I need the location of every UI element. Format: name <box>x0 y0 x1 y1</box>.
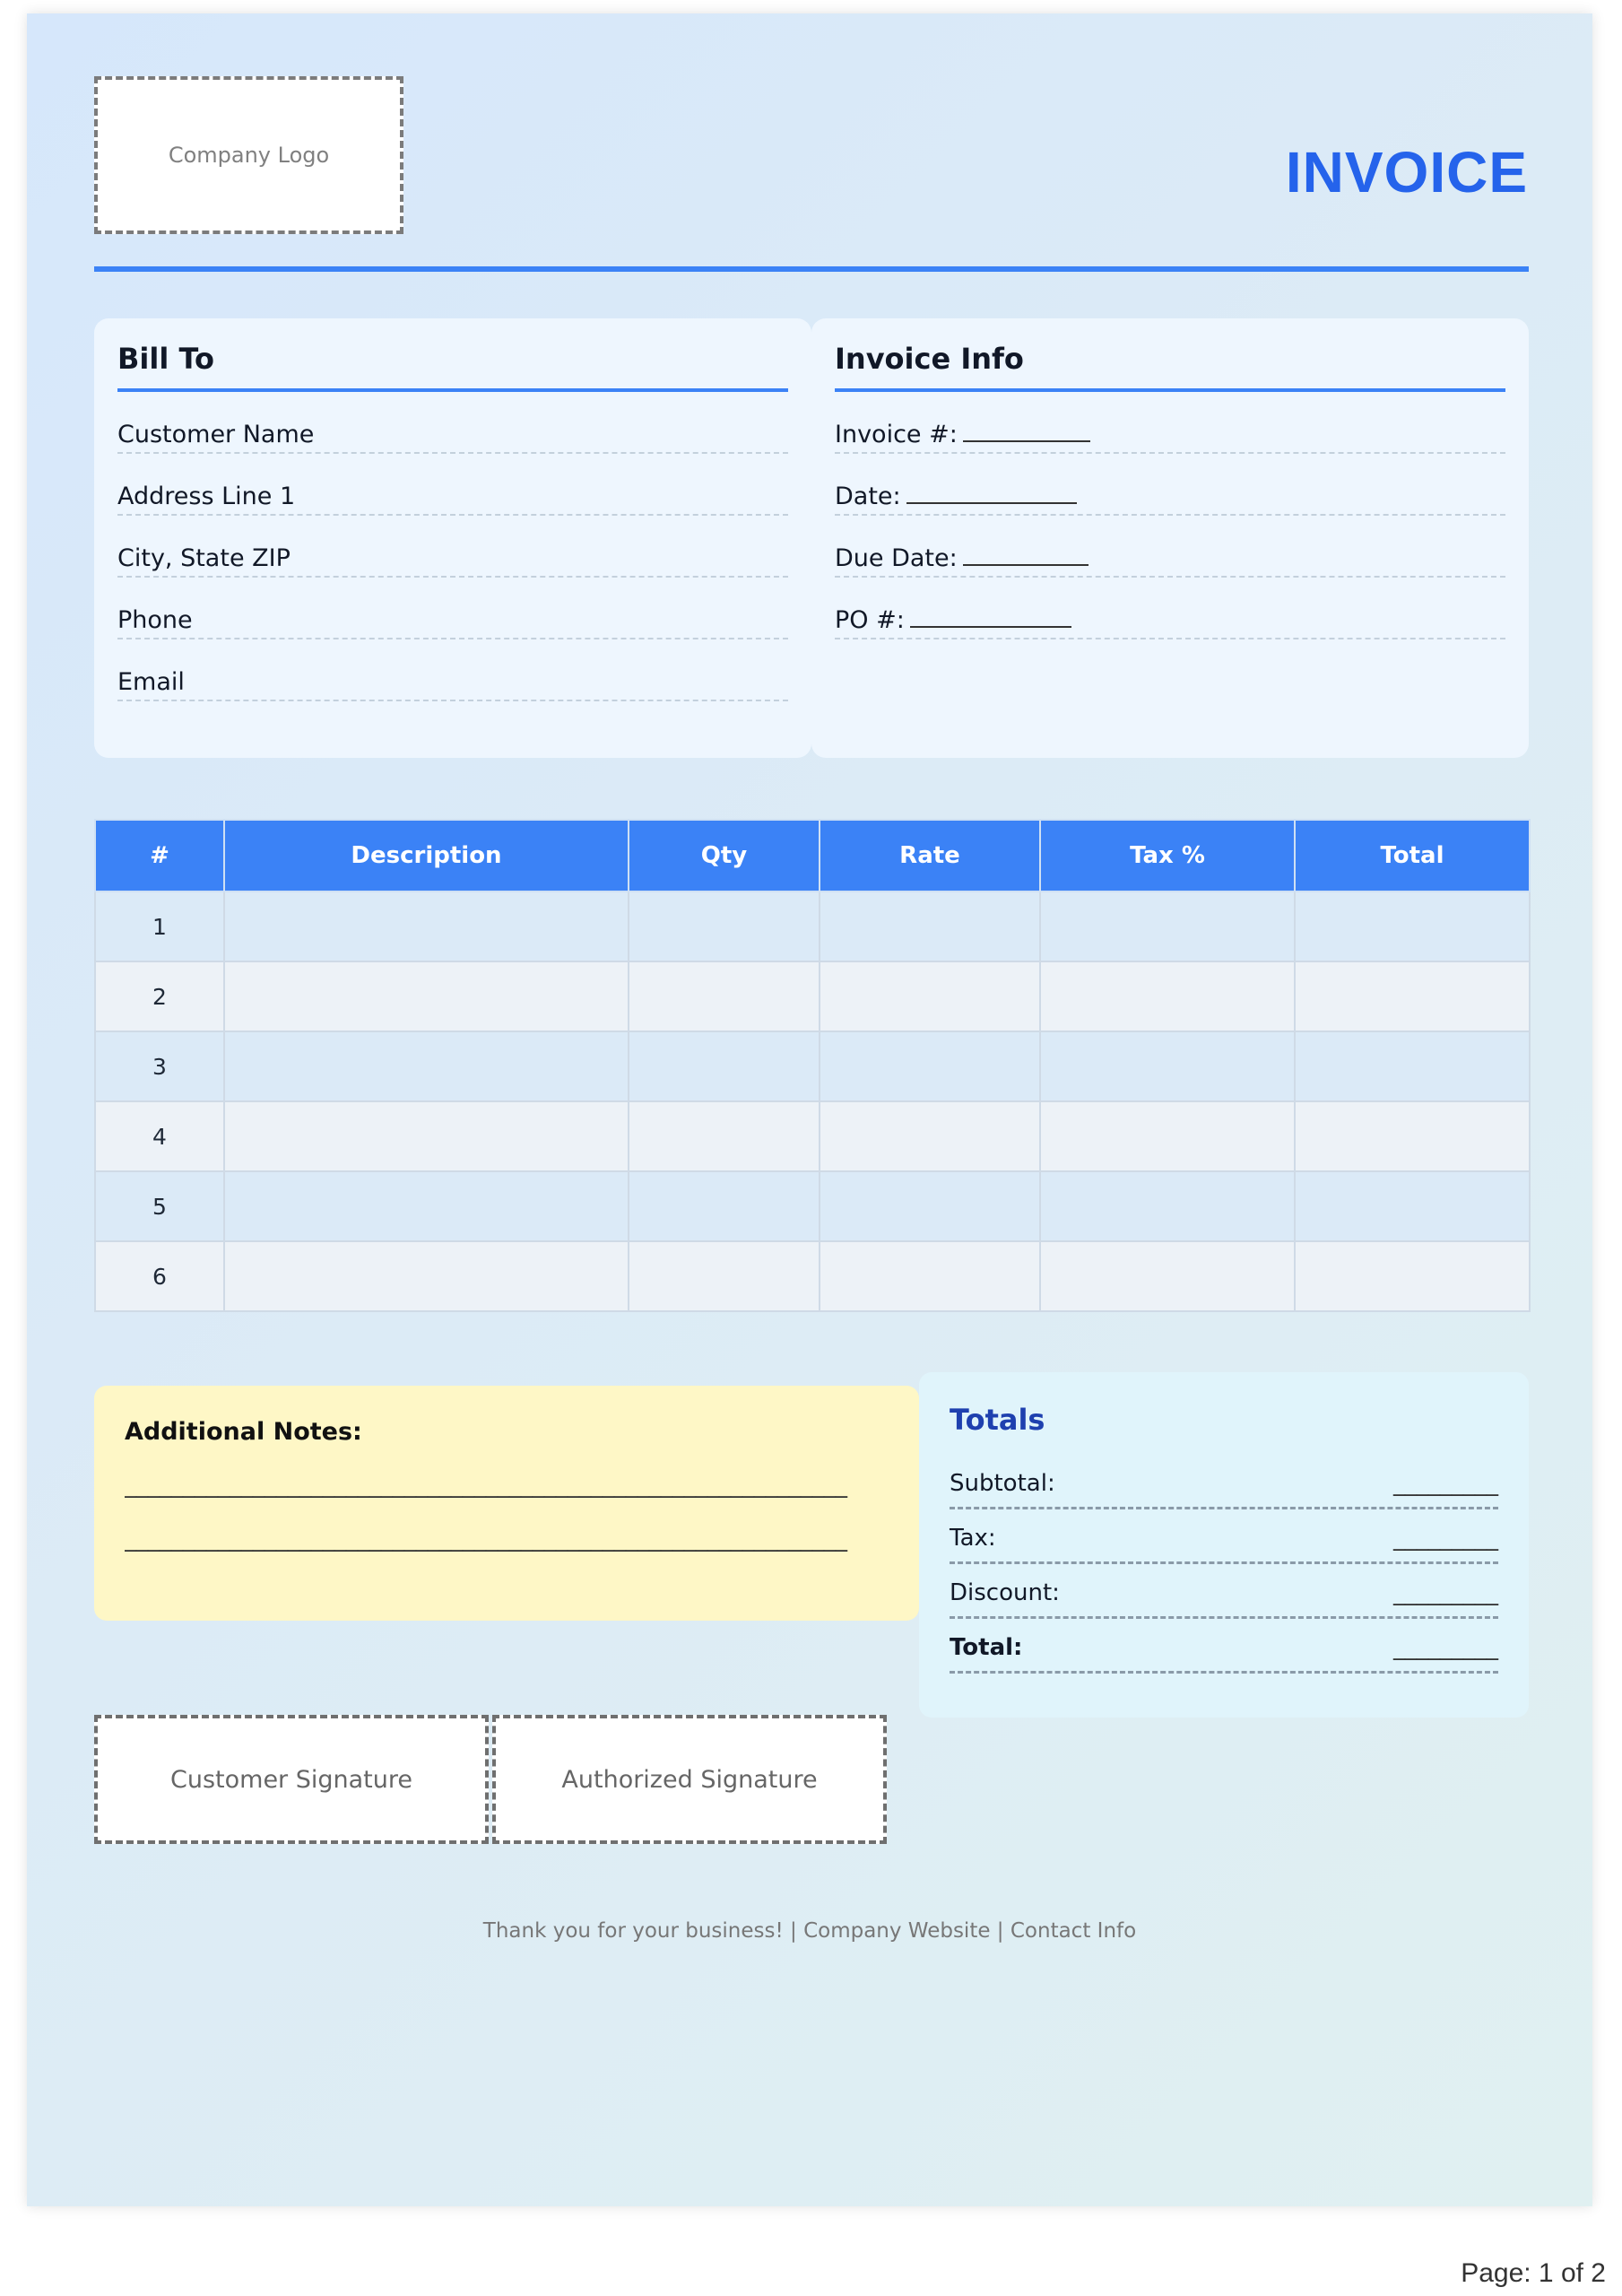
due-date-label: Due Date: <box>835 544 958 572</box>
description-cell[interactable] <box>224 1031 629 1101</box>
rate-cell[interactable] <box>820 961 1040 1031</box>
discount-row <box>950 1564 1498 1619</box>
total-cell[interactable] <box>1295 1241 1530 1311</box>
due-date-field[interactable] <box>835 516 1505 578</box>
row-number: 6 <box>95 1241 224 1311</box>
table-row <box>95 891 1530 961</box>
invoice-date-blank <box>906 481 1077 504</box>
qty-cell[interactable] <box>629 1101 820 1171</box>
column-header-tax: Tax % <box>1040 820 1295 891</box>
total-cell[interactable] <box>1295 1101 1530 1171</box>
qty-cell[interactable] <box>629 891 820 961</box>
invoice-info-heading: Invoice Info <box>835 342 1505 392</box>
subtotal-row <box>950 1455 1498 1509</box>
subtotal-label: Subtotal: <box>950 1470 1055 1497</box>
rate-cell[interactable] <box>820 1171 1040 1241</box>
due-date-blank <box>963 543 1089 566</box>
po-number-label: PO #: <box>835 606 905 634</box>
column-header-description: Description <box>224 820 629 891</box>
qty-cell[interactable] <box>629 1171 820 1241</box>
authorized-signature-label: Authorized Signature <box>561 1765 818 1794</box>
notes-heading: Additional Notes: <box>125 1418 362 1446</box>
invoice-title: INVOICE <box>1285 140 1528 204</box>
table-header-row <box>95 820 1530 891</box>
bill-to-customer-name[interactable]: Customer Name <box>117 392 788 454</box>
table-row <box>95 1171 1530 1241</box>
tax-label: Tax: <box>950 1525 996 1552</box>
grand-total-value[interactable]: _________ <box>1393 1634 1498 1661</box>
qty-cell[interactable] <box>629 1031 820 1101</box>
tax-cell[interactable] <box>1040 1031 1295 1101</box>
qty-cell[interactable] <box>629 1241 820 1311</box>
rate-cell[interactable] <box>820 1031 1040 1101</box>
tax-row <box>950 1509 1498 1564</box>
total-cell[interactable] <box>1295 1031 1530 1101</box>
column-header-total: Total <box>1295 820 1530 891</box>
tax-value[interactable]: _________ <box>1393 1525 1498 1552</box>
row-number: 4 <box>95 1101 224 1171</box>
company-logo-placeholder <box>94 76 403 234</box>
table-row <box>95 961 1530 1031</box>
discount-value[interactable]: _________ <box>1393 1579 1498 1606</box>
description-cell[interactable] <box>224 891 629 961</box>
row-number: 2 <box>95 961 224 1031</box>
header-divider <box>94 266 1529 272</box>
authorized-signature-box[interactable] <box>492 1715 887 1844</box>
bill-to-phone[interactable]: Phone <box>117 578 788 639</box>
notes-line-1[interactable]: ______________________________________________________________ <box>125 1472 847 1499</box>
invoice-number-field[interactable] <box>835 392 1505 454</box>
rate-cell[interactable] <box>820 891 1040 961</box>
column-header-qty: Qty <box>629 820 820 891</box>
total-cell[interactable] <box>1295 961 1530 1031</box>
description-cell[interactable] <box>224 1171 629 1241</box>
total-cell[interactable] <box>1295 891 1530 961</box>
column-header-rate: Rate <box>820 820 1040 891</box>
footer-text: Thank you for your business! | Company Website | Contact Info <box>482 1919 1137 1943</box>
line-items-table <box>94 819 1531 1312</box>
table-row <box>95 1031 1530 1101</box>
bill-to-panel <box>94 318 811 758</box>
tax-cell[interactable] <box>1040 1101 1295 1171</box>
column-header-number: # <box>95 820 224 891</box>
invoice-date-label: Date: <box>835 483 901 510</box>
grand-total-row <box>950 1619 1498 1674</box>
description-cell[interactable] <box>224 961 629 1031</box>
row-number: 1 <box>95 891 224 961</box>
total-cell[interactable] <box>1295 1171 1530 1241</box>
qty-cell[interactable] <box>629 961 820 1031</box>
table-row <box>95 1241 1530 1311</box>
description-cell[interactable] <box>224 1101 629 1171</box>
totals-heading: Totals <box>950 1403 1045 1437</box>
rate-cell[interactable] <box>820 1241 1040 1311</box>
row-number: 5 <box>95 1171 224 1241</box>
po-number-field[interactable] <box>835 578 1505 639</box>
rate-cell[interactable] <box>820 1101 1040 1171</box>
tax-cell[interactable] <box>1040 891 1295 961</box>
notes-line-2[interactable]: ______________________________________________________________ <box>125 1526 847 1552</box>
bill-to-address[interactable]: Address Line 1 <box>117 454 788 516</box>
description-cell[interactable] <box>224 1241 629 1311</box>
invoice-date-field[interactable] <box>835 454 1505 516</box>
invoice-info-panel <box>811 318 1529 758</box>
grand-total-label: Total: <box>950 1634 1023 1661</box>
bill-to-email[interactable]: Email <box>117 639 788 701</box>
bill-to-heading: Bill To <box>117 342 788 392</box>
invoice-number-label: Invoice #: <box>835 421 958 448</box>
customer-signature-box[interactable] <box>94 1715 489 1844</box>
tax-cell[interactable] <box>1040 1241 1295 1311</box>
logo-placeholder-label: Company Logo <box>168 143 330 168</box>
discount-label: Discount: <box>950 1579 1060 1606</box>
additional-notes-box <box>94 1386 919 1621</box>
invoice-page <box>27 13 1592 2206</box>
subtotal-value[interactable]: _________ <box>1393 1470 1498 1497</box>
bill-to-city-state-zip[interactable]: City, State ZIP <box>117 516 788 578</box>
page-indicator: Page: 1 of 2 <box>1461 2258 1606 2288</box>
row-number: 3 <box>95 1031 224 1101</box>
po-number-blank <box>910 604 1071 628</box>
invoice-number-blank <box>963 419 1090 442</box>
table-row <box>95 1101 1530 1171</box>
tax-cell[interactable] <box>1040 961 1295 1031</box>
customer-signature-label: Customer Signature <box>170 1765 412 1794</box>
totals-box <box>919 1372 1529 1718</box>
tax-cell[interactable] <box>1040 1171 1295 1241</box>
